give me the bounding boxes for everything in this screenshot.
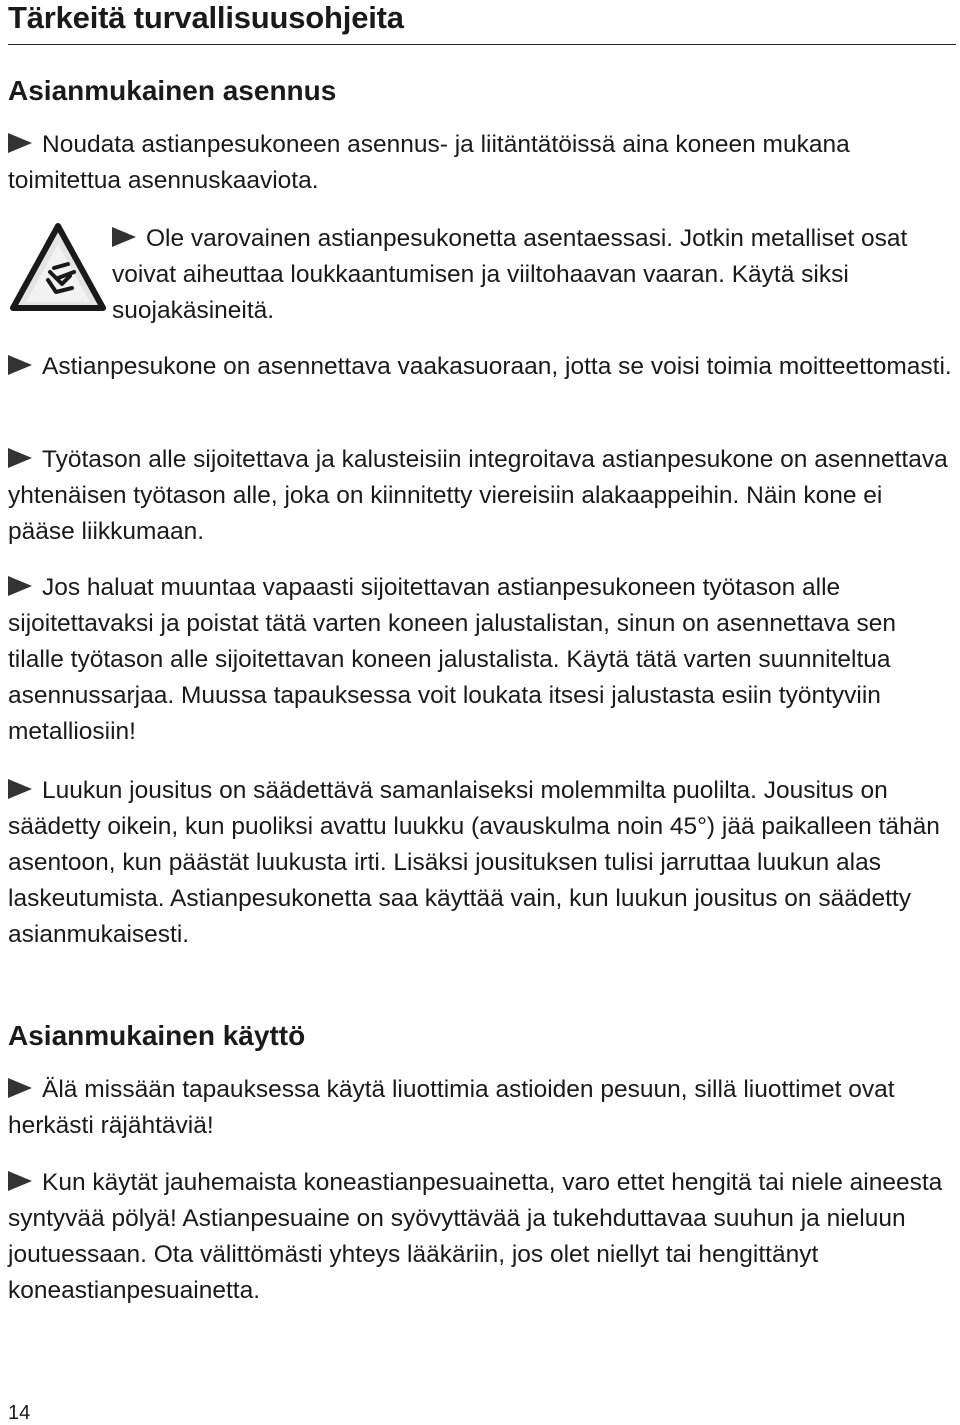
triangle-bullet-icon xyxy=(8,1171,32,1191)
triangle-bullet-icon xyxy=(8,779,32,799)
paragraph: Astianpesukone on asennettava vaakasuoraan, jotta se voisi toimia moitteettomasti. xyxy=(8,349,952,385)
paragraph: Älä missään tapauksessa käytä liuottimia astioiden pesuun, sillä liuottimet ovat herkästi räjähtäviä! xyxy=(8,1076,895,1139)
triangle-bullet-icon xyxy=(8,448,32,468)
section-heading-installation: Asianmukainen asennus xyxy=(8,75,337,106)
paragraph: Noudata astianpesukoneen asennus- ja liitäntätöissä aina koneen mukana toimitettua asennuskaaviota. xyxy=(8,131,850,194)
triangle-bullet-icon xyxy=(8,133,32,153)
paragraph: Kun käytät jauhemaista koneastianpesuainetta, varo ettet hengitä tai niele aineesta syntyvää pölyä! Astianpesuaine on syövyttävää ja tukehduttavaa suuhun ja nieluun joutuessaan. Ota välittömästi yhteys lääkäriin, jos olet niellyt tai hengittänyt koneastianpesuainetta. xyxy=(8,1169,943,1304)
triangle-bullet-icon xyxy=(8,1078,32,1098)
triangle-bullet-icon xyxy=(8,576,32,596)
paragraph: Luukun jousitus on säädettävä samanlaiseksi molemmilta puolilta. Jousitus on säädetty oikein, kun puoliksi avattu luukku (avauskulma noin 45°) jää paikalleen tähän asentoon, kun päästät luukusta irti. Lisäksi jousituksen tulisi jarruttaa luukun alas laskeutumista. Astianpesukonetta saa käyttää vain, kun luukun jousitus on säädetty asianmukaisesti. xyxy=(8,777,940,948)
triangle-bullet-icon xyxy=(112,227,136,247)
paragraph: Jos haluat muuntaa vapaasti sijoitettavan astianpesukoneen työtason alle sijoitettavaksi ja poistat tätä varten koneen jalustalistan, sinun on asennettava sen tilalle työtason alle sijoitettavan koneen jalustalista. Käytä tätä varten suunniteltua asennussarjaa. Muussa tapauksessa voit loukata itsesi jalustasta esiin työntyviin metalliosiin! xyxy=(8,574,896,745)
page-number: 14 xyxy=(8,1402,31,1424)
paragraph: Ole varovainen astianpesukonetta asentaessasi. Jotkin metalliset osat voivat aiheuttaa loukkaantumisen ja viiltohaavan vaaran. Käytä siksi suojakäsineitä. xyxy=(112,225,908,324)
hand-injury-warning-icon xyxy=(10,222,106,312)
page-title: Tärkeitä turvallisuusohjeita xyxy=(8,0,404,35)
section-heading-usage: Asianmukainen käyttö xyxy=(8,1020,306,1051)
paragraph: Työtason alle sijoitettava ja kalusteisiin integroitava astianpesukone on asennettava yhtenäisen työtason alle, joka on kiinnitetty viereisiin alakaappeihin. Näin kone ei pääse liikkumaan. xyxy=(8,446,948,545)
title-divider xyxy=(8,44,956,45)
triangle-bullet-icon xyxy=(8,355,32,375)
